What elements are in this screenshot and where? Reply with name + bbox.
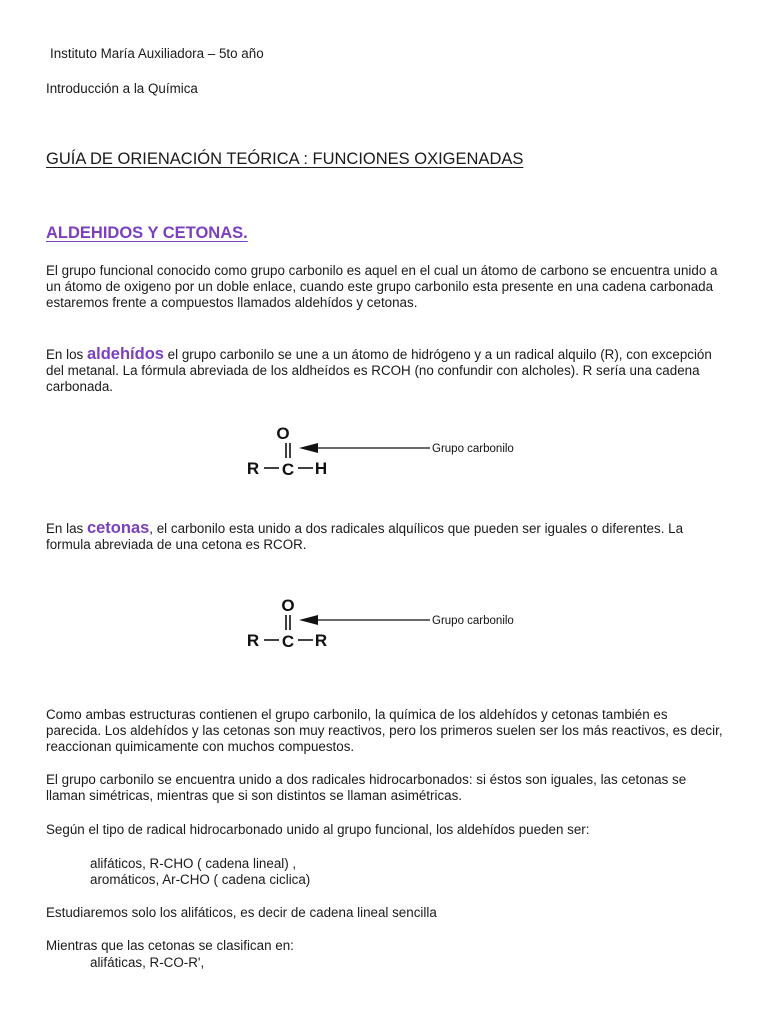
list-item: alifáticos, R-CHO ( cadena lineal) , <box>90 856 297 871</box>
ketone-left-atom: R <box>246 631 260 650</box>
ketones-paragraph <box>46 520 726 553</box>
list-item: aromáticos, Ar-CHO ( cadena ciclica) <box>90 872 311 887</box>
ketone-right-atom: R <box>314 631 328 650</box>
arrow-head-icon <box>299 615 318 625</box>
ketone-diagram <box>240 592 540 654</box>
reactivity-paragraph: Como ambas estructuras contienen el grupo carbonilo, la química de los aldehídos y cetonas también es parecida. Los aldehídos y las cetonas son muy reactivos, pero los primeros suelen ser los más reactivos, es decir, reaccionan quimicamente con muchos compuestos. <box>46 707 723 755</box>
ketones-text: , el carbonilo esta unido a dos radicales alquílicos que pueden ser iguales o diferentes. La formula abreviada de una cetona es RCOR. <box>46 521 684 553</box>
aldehydes-text: el grupo carbonilo se une a un átomo de hidrógeno y a un radical alquilo (R), con excepción del metanal. La fórmula abreviada de los aldheídos es RCOH (no confundir con alcholes). R sería una cadena carbonada. <box>46 347 712 395</box>
intro-paragraph: El grupo funcional conocido como grupo carbonilo es aquel en el cual un átomo de carbono se encuentra unido a un átomo de oxigeno por un doble enlace, cuando este grupo carbonilo esta presente en una cadena carbonada estaremos frente a compuestos llamados aldehídos y cetonas. <box>46 263 718 311</box>
ketone-label: Grupo carbonilo <box>432 615 514 627</box>
arrow-head-icon <box>299 443 318 453</box>
aldehyde-diagram <box>240 420 540 482</box>
aldehyde-center-atom: C <box>281 460 295 479</box>
aldehyde-label: Grupo carbonilo <box>432 443 514 455</box>
section-heading: ALDEHIDOS Y CETONAS. <box>46 224 248 242</box>
aldehyde-left-atom: R <box>246 459 260 478</box>
ketones-keyword: cetonas <box>86 519 150 537</box>
study-paragraph: Estudiaremos solo los alifáticos, es decir de cadena lineal sencilla <box>46 905 437 920</box>
ketone-types-intro: Mientras que las cetonas se clasifican en: <box>46 938 294 953</box>
aldehyde-right-atom: H <box>314 459 328 478</box>
list-item: alifáticas, R-CO-R', <box>90 955 205 970</box>
aldehydes-paragraph <box>46 346 726 396</box>
institution-header: Instituto María Auxiliadora – 5to año <box>50 46 264 61</box>
symmetry-paragraph: El grupo carbonilo se encuentra unido a dos radicales hidrocarbonados: si éstos son iguales, las cetonas se llaman simétricas, mientras que si son distintos se llaman asimétricas. <box>46 772 687 804</box>
guide-title: GUÍA DE ORIENACIÓN TEÓRICA : FUNCIONES OXIGENADAS <box>46 150 524 168</box>
aldehyde-top-atom: O <box>276 424 290 443</box>
aldehydes-prefix: En los <box>46 347 87 362</box>
ketone-top-atom: O <box>281 596 295 615</box>
course-title: Introducción a la Química <box>46 81 198 96</box>
aldehydes-keyword: aldehídos <box>86 345 164 363</box>
ketone-center-atom: C <box>281 632 295 651</box>
ketones-prefix: En las <box>46 521 87 536</box>
aldehyde-types-intro: Según el tipo de radical hidrocarbonado unido al grupo funcional, los aldehídos pueden ser: <box>46 822 590 837</box>
